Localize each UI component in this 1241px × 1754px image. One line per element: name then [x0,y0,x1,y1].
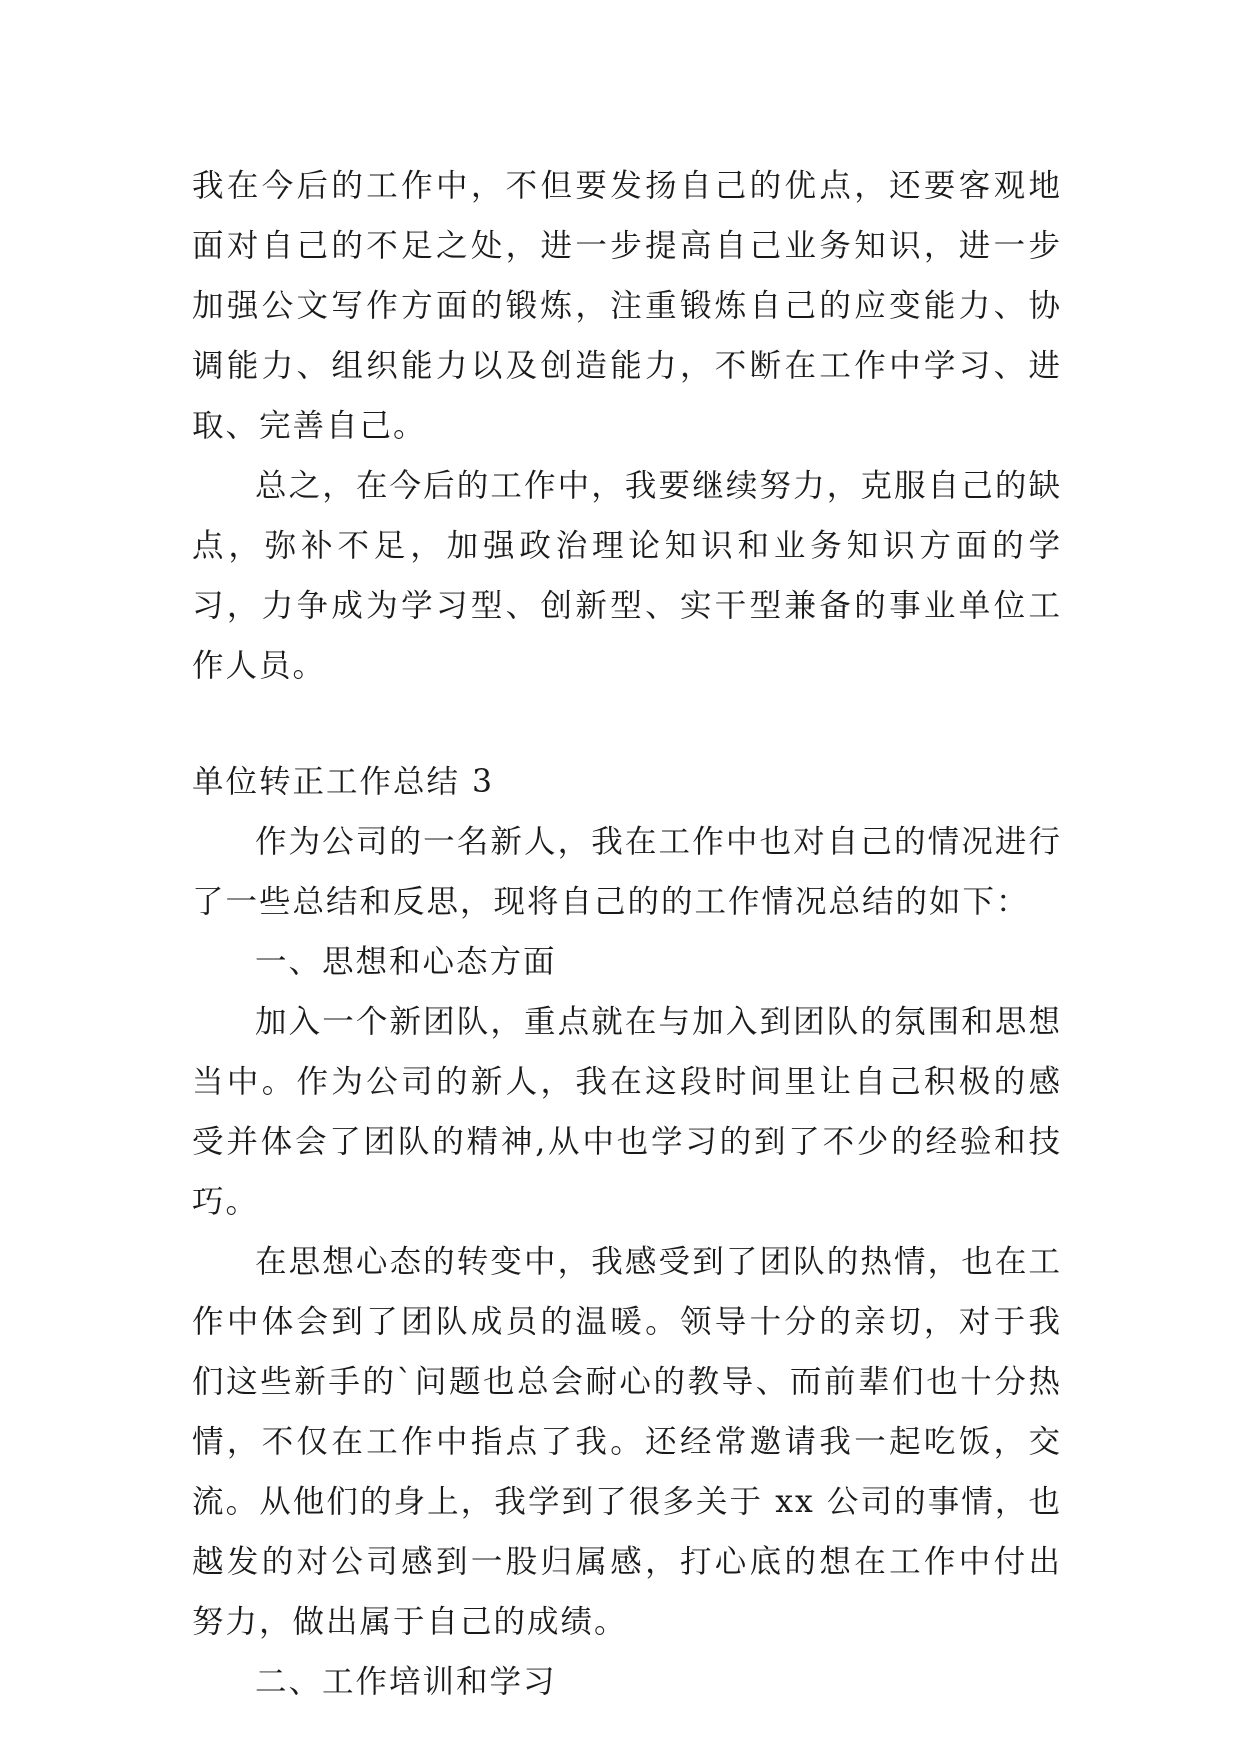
paragraph-summary: 总之，在今后的工作中，我要继续努力，克服自己的缺点，弥补不足，加强政治理论知识和业务知识方面的学习，力争成为学习型、创新型、实干型兼备的事业单位工作人员。 [192,468,1062,684]
paragraph-continuation: 我在今后的工作中，不但要发扬自己的优点，还要客观地面对自己的不足之处，进一步提高自己业务知识，进一步加强公文写作方面的锻炼，注重锻炼自己的应变能力、协调能力、组织能力以及创造能力，不断在工作中学习、进取、完善自己。 [192,168,1062,444]
subheading-mindset: 一、思想和心态方面 [255,944,557,980]
document-body [192,156,1062,1712]
section-spacer [192,696,1062,752]
paragraph-attitude: 在思想心态的转变中，我感受到了团队的热情，也在工作中体会到了团队成员的温暖。领导十分的亲切，对于我们这些新手的`问题也总会耐心的教导、而前辈们也十分热情，不仅在工作中指点了我。还经常邀请我一起吃饭，交流。从他们的身上，我学到了很多关于 xx 公司的事情，也越发的对公司感到一股归属感，打心底的想在工作中付出努力，做出属于自己的成绩。 [192,1244,1062,1640]
subheading-training: 二、工作培训和学习 [255,1664,557,1700]
paragraph-team: 加入一个新团队，重点就在与加入到团队的氛围和思想当中。作为公司的新人，我在这段时间里让自己积极的感受并体会了团队的精神,从中也学习的到了不少的经验和技巧。 [192,1004,1062,1220]
section-title: 单位转正工作总结 3 [192,764,495,800]
paragraph-intro: 作为公司的一名新人，我在工作中也对自己的情况进行了一些总结和反思，现将自己的的工作情况总结的如下： [192,824,1062,920]
